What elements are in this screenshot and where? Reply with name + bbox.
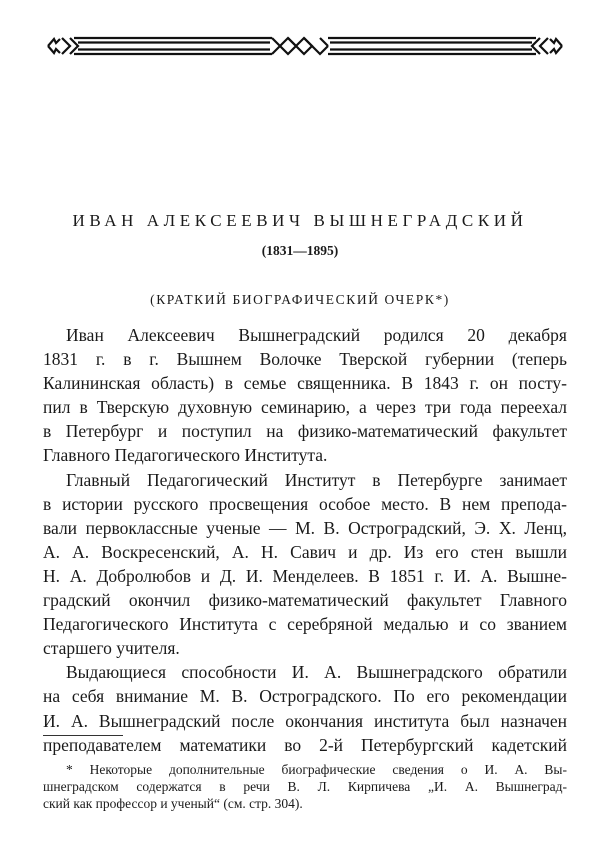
- paragraph-1-line: Иван Алексеевич Вышнеградский родился 20 декабря: [66, 325, 567, 345]
- paragraph-2-line: Педагогического Института с серебряной медалью и со званием: [43, 614, 567, 635]
- paragraph-2-line: Н. А. Добролюбов и Д. И. Менделеев. В 1851 г. И. А. Вышне-: [43, 565, 567, 586]
- body-text: [43, 323, 567, 757]
- life-years: (1831—1895): [261, 243, 339, 258]
- paragraph-1-line: Главного Педагогического Института.: [43, 445, 328, 466]
- paragraph-1-line: в Петербург и поступил на физико-математический факультет: [43, 421, 567, 442]
- paragraph-3-line: Выдающиеся способности И. А. Вышнеградского обратили: [66, 662, 567, 683]
- paragraph-1-line: Калининская область) в семье священника. В 1843 г. он посту-: [43, 373, 567, 394]
- article-title: ИВАН АЛЕКСЕЕВИЧ ВЫШНЕГРАДСКИЙ: [72, 211, 528, 230]
- footnote-line: шнеградском содержатся в речи В. Л. Кирпичева „И. А. Вышнеград-: [43, 779, 567, 795]
- footnote-line: * Некоторые дополнительные биографические сведения о И. А. Вы-: [66, 762, 567, 777]
- paragraph-2-line: в истории русского просвещения особое место. В нем препода-: [43, 493, 567, 514]
- paragraph-3-line: преподавателем математики во 2-й Петербургский кадетский: [43, 734, 567, 755]
- paragraph-2-line: А. А. Воскресенский, А. Н. Савич и др. Из его стен вышли: [43, 541, 567, 562]
- footnote: [43, 761, 567, 813]
- paragraph-2-line: градский окончил физико-математический факультет Главного: [43, 590, 567, 611]
- paragraph-3-line: И. А. Вышнеградский после окончания института был назначен: [43, 710, 567, 731]
- paragraph-1-line: пил в Тверскую духовную семинарию, а через три года переехал: [43, 397, 567, 418]
- paragraph-2-line: старшего учителя.: [43, 638, 180, 659]
- footnote-line: ский как профессор и ученый“ (см. стр. 304).: [43, 796, 303, 812]
- paragraph-3-line: на себя внимание М. В. Остроградского. По его рекомендации: [43, 686, 567, 707]
- paragraph-1-line: 1831 г. в г. Вышнем Волочке Тверской губернии (теперь: [43, 349, 567, 370]
- footnote-divider: [43, 735, 123, 736]
- braided-ornament-icon: [40, 30, 570, 62]
- paragraph-2-line: вали первоклассные ученые — М. В. Остроградский, Э. Х. Ленц,: [43, 517, 567, 538]
- paragraph-2-line: Главный Педагогический Институт в Петербурге занимает: [66, 469, 567, 490]
- article-subtitle: (КРАТКИЙ БИОГРАФИЧЕСКИЙ ОЧЕРК*): [150, 292, 450, 307]
